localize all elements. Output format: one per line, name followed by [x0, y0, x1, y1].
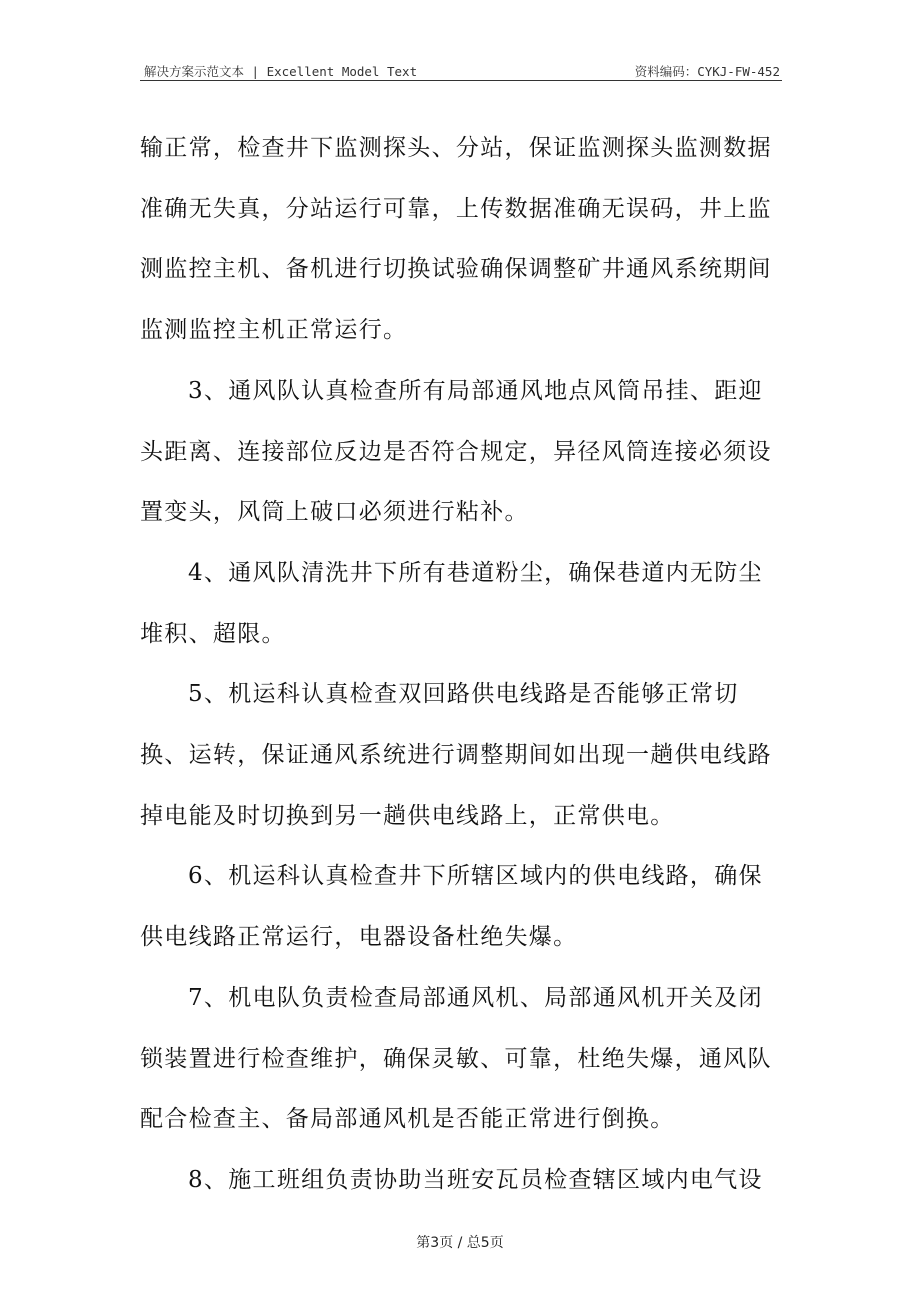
paragraph-item-8: 8、施工班组负责协助当班安瓦员检查辖区域内电气设	[188, 1166, 763, 1193]
paragraph-1: 输正常，检查井下监测探头、分站，保证监测探头监测数据准确无失真，分站运行可靠，上传数据准确无误码，井上监测监控主机、备机进行切换试验确保调整矿井通风系统期间监测监控主机正常运行。	[140, 135, 772, 344]
page-footer	[0, 1232, 920, 1252]
page-number: 第3页 / 总5页	[416, 1235, 504, 1251]
paragraph-item-4: 4、通风队清洗井下所有巷道粉尘，确保巷道内无防尘堆积、超限。	[140, 559, 763, 647]
page-header	[140, 62, 782, 81]
header-title: 解决方案示范文本 | Excellent Model Text	[144, 64, 418, 79]
paragraph-item-5: 5、机运科认真检查双回路供电线路是否能够正常切换、运转，保证通风系统进行调整期间如出现一趟供电线路掉电能及时切换到另一趟供电线路上，正常供电。	[140, 681, 772, 829]
paragraph-item-7: 7、机电队负责检查局部通风机、局部通风机开关及闭锁装置进行检查维护，确保灵敏、可靠，杜绝失爆，通风队配合检查主、备局部通风机是否能正常进行倒换。	[140, 984, 772, 1133]
paragraph-item-6: 6、机运科认真检查井下所辖区域内的供电线路，确保供电线路正常运行，电器设备杜绝失爆。	[140, 863, 763, 951]
header-doc-code: 资料编码：CYKJ-FW-452	[634, 64, 780, 79]
document-body	[140, 118, 780, 1211]
paragraph-item-3: 3、通风队认真检查所有局部通风地点风筒吊挂、距迎头距离、连接部位反边是否符合规定，异径风筒连接必须设置变头，风筒上破口必须进行粘补。	[140, 377, 772, 526]
